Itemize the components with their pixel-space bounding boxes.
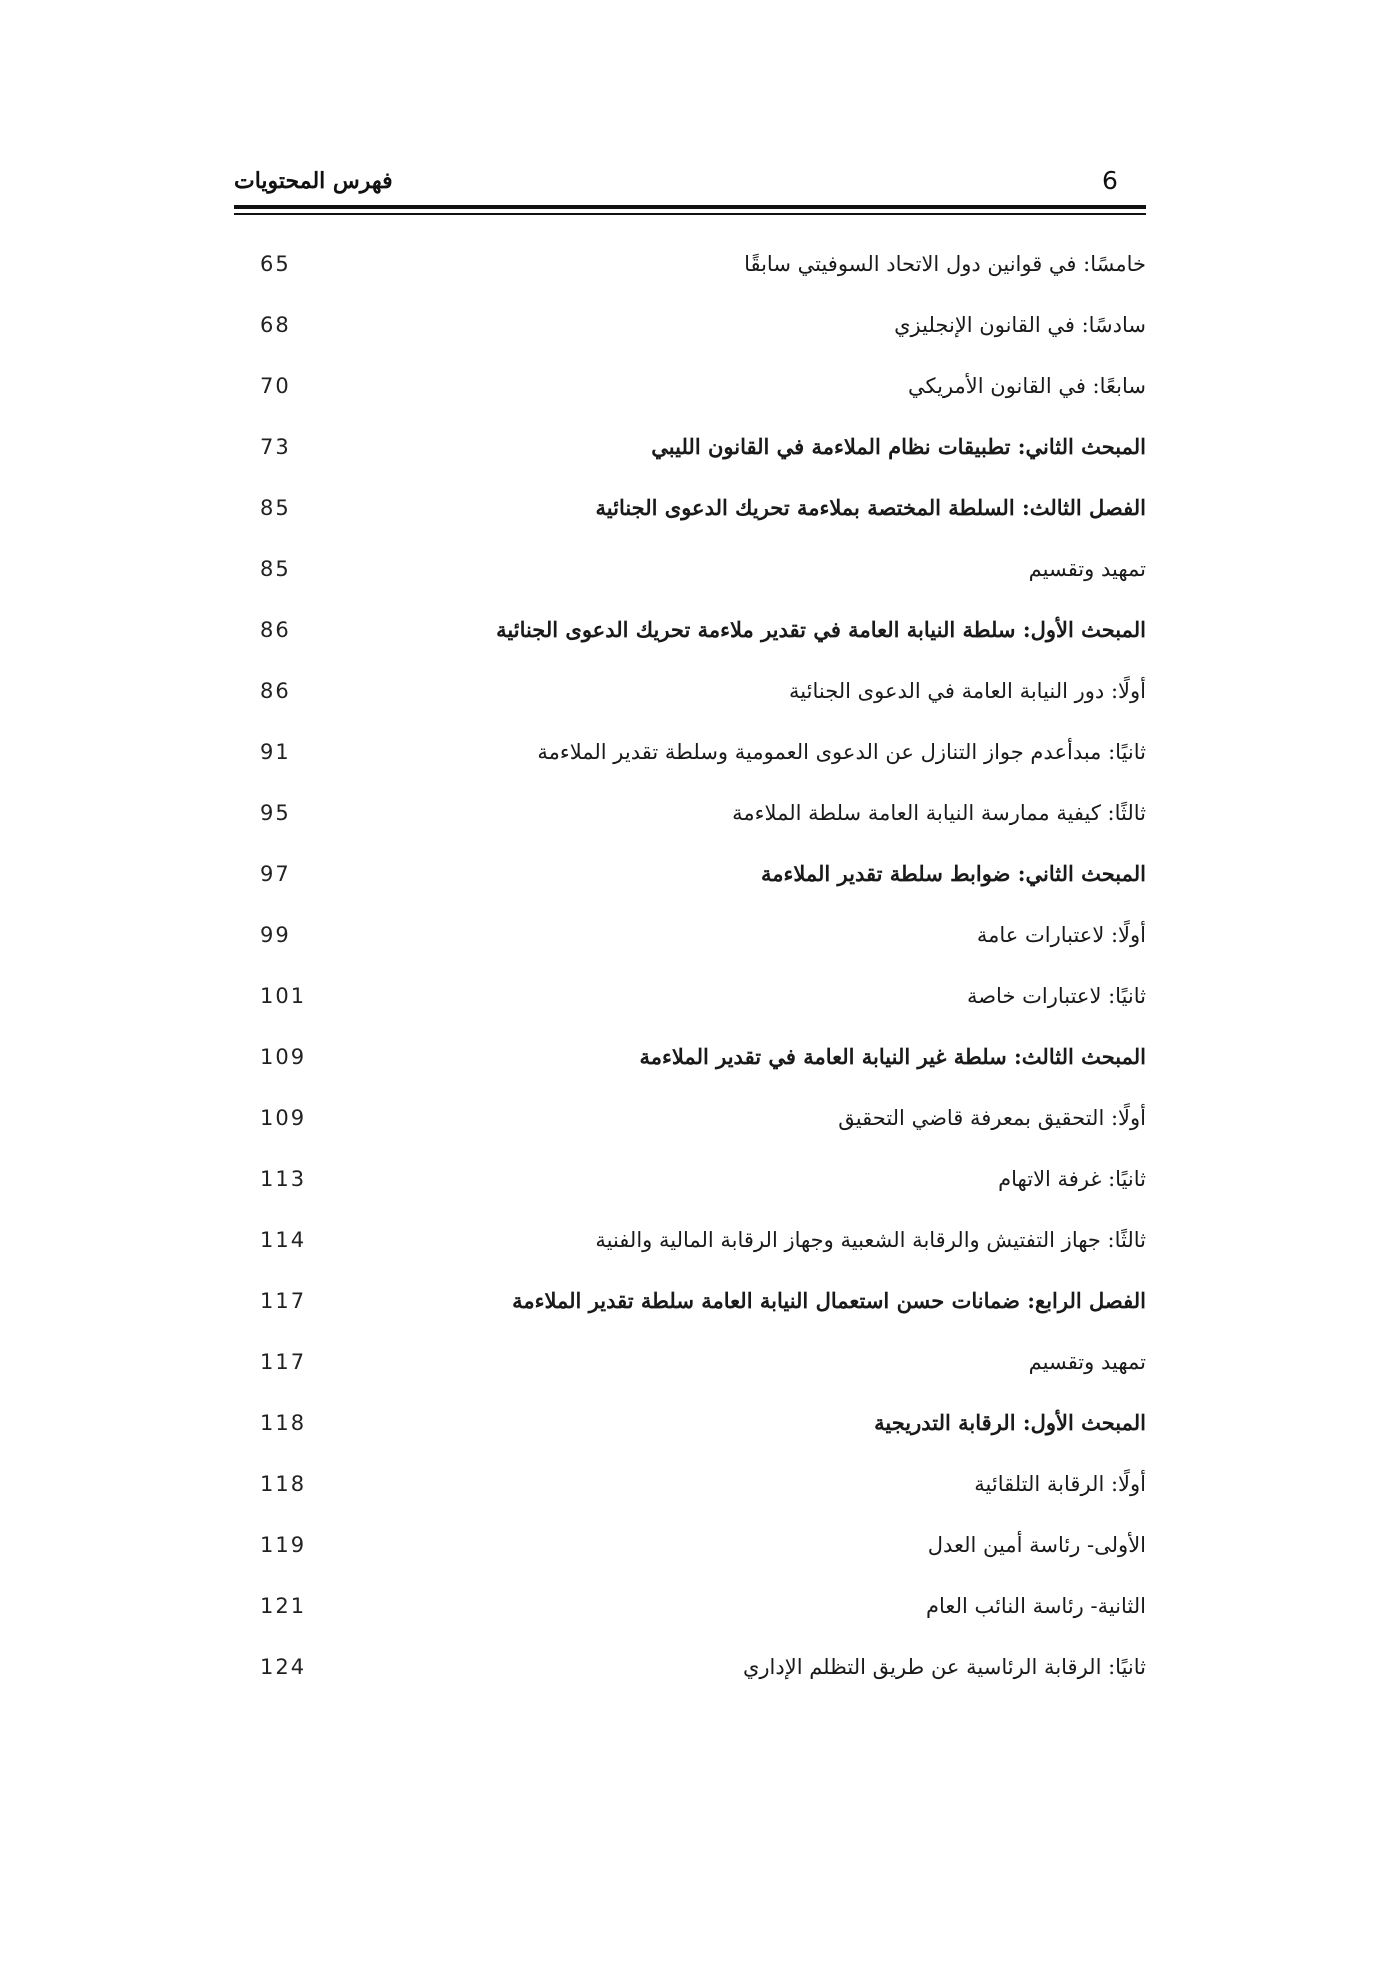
- toc-entry-title: سابعًا: في القانون الأمريكي: [908, 374, 1146, 398]
- table-of-contents: [234, 238, 1146, 1702]
- toc-entry-page: 119: [260, 1533, 307, 1557]
- toc-entry-page: 117: [260, 1350, 307, 1374]
- header-rule-thin: [234, 213, 1146, 215]
- toc-entry-title: الأولى- رئاسة أمين العدل: [927, 1533, 1146, 1557]
- toc-entry: [234, 1397, 1146, 1458]
- toc-entry-page: 124: [260, 1655, 307, 1679]
- toc-entry-page: 91: [260, 740, 291, 764]
- toc-entry: [234, 421, 1146, 482]
- toc-entry-title: الفصل الثالث: السلطة المختصة بملاءمة تحريك الدعوى الجنائية: [595, 495, 1146, 520]
- toc-entry-title: ثالثًا: كيفية ممارسة النيابة العامة سلطة الملاءمة: [732, 801, 1146, 825]
- toc-entry-title: المبحث الأول: سلطة النيابة العامة في تقدير ملاءمة تحريك الدعوى الجنائية: [496, 617, 1146, 642]
- toc-entry-page: 121: [260, 1594, 307, 1618]
- toc-entry: [234, 604, 1146, 665]
- toc-entry-page: 97: [260, 862, 291, 886]
- toc-entry-title: المبحث الأول: الرقابة التدريجية: [874, 1410, 1146, 1435]
- toc-entry-title: ثانيًا: مبدأعدم جواز التنازل عن الدعوى العمومية وسلطة تقدير الملاءمة: [537, 740, 1146, 764]
- toc-entry: [234, 482, 1146, 543]
- toc-entry-page: 68: [260, 313, 291, 337]
- toc-entry-title: الثانية- رئاسة النائب العام: [926, 1594, 1146, 1618]
- toc-entry-page: 101: [260, 984, 307, 1008]
- toc-entry-page: 114: [260, 1228, 307, 1252]
- toc-entry-page: 109: [260, 1106, 307, 1130]
- toc-entry-title: ثالثًا: جهاز التفتيش والرقابة الشعبية وجهاز الرقابة المالية والفنية: [595, 1228, 1146, 1252]
- toc-entry-title: المبحث الثاني: ضوابط سلطة تقدير الملاءمة: [760, 861, 1146, 886]
- toc-entry-page: 70: [260, 374, 291, 398]
- toc-entry-title: خامسًا: في قوانين دول الاتحاد السوفيتي سابقًا: [744, 252, 1146, 276]
- toc-entry-title: ثانيًا: لاعتبارات خاصة: [966, 984, 1146, 1008]
- toc-entry-title: أولًا: لاعتبارات عامة: [976, 923, 1146, 947]
- toc-entry: [234, 1519, 1146, 1580]
- toc-entry-page: 86: [260, 618, 291, 642]
- toc-entry-title: ثانيًا: الرقابة الرئاسية عن طريق التظلم الإداري: [742, 1655, 1146, 1679]
- toc-entry: [234, 1214, 1146, 1275]
- toc-entry: [234, 360, 1146, 421]
- toc-entry-page: 95: [260, 801, 291, 825]
- toc-entry: [234, 238, 1146, 299]
- toc-entry-title: المبحث الثاني: تطبيقات نظام الملاءمة في القانون الليبي: [651, 434, 1146, 459]
- toc-entry: [234, 1275, 1146, 1336]
- toc-entry-title: ثانيًا: غرفة الاتهام: [998, 1167, 1146, 1191]
- toc-entry: [234, 1580, 1146, 1641]
- toc-entry: [234, 1458, 1146, 1519]
- toc-entry: [234, 665, 1146, 726]
- toc-entry: [234, 970, 1146, 1031]
- toc-entry-page: 118: [260, 1472, 307, 1496]
- toc-entry-page: 65: [260, 252, 291, 276]
- toc-entry: [234, 1336, 1146, 1397]
- toc-entry-title: المبحث الثالث: سلطة غير النيابة العامة في تقدير الملاءمة: [639, 1044, 1146, 1069]
- toc-entry: [234, 299, 1146, 360]
- toc-entry-title: الفصل الرابع: ضمانات حسن استعمال النيابة العامة سلطة تقدير الملاءمة: [512, 1288, 1146, 1313]
- toc-entry-page: 118: [260, 1411, 307, 1435]
- toc-entry-page: 109: [260, 1045, 307, 1069]
- toc-entry: [234, 787, 1146, 848]
- toc-entry-page: 73: [260, 435, 291, 459]
- toc-entry-page: 117: [260, 1289, 307, 1313]
- toc-entry: [234, 1641, 1146, 1702]
- toc-entry: [234, 909, 1146, 970]
- toc-entry: [234, 848, 1146, 909]
- toc-entry-title: أولًا: دور النيابة العامة في الدعوى الجنائية: [789, 679, 1146, 703]
- toc-entry-page: 85: [260, 557, 291, 581]
- page-header: [234, 160, 1146, 200]
- toc-entry-page: 86: [260, 679, 291, 703]
- toc-entry: [234, 1092, 1146, 1153]
- running-title: فهرس المحتويات: [234, 168, 393, 194]
- toc-entry-title: تمهيد وتقسيم: [1028, 1350, 1146, 1374]
- toc-entry: [234, 1031, 1146, 1092]
- toc-entry-title: أولًا: التحقيق بمعرفة قاضي التحقيق: [838, 1106, 1146, 1130]
- page-number: 6: [1102, 166, 1118, 195]
- toc-entry: [234, 726, 1146, 787]
- toc-entry-title: سادسًا: في القانون الإنجليزي: [894, 313, 1146, 337]
- toc-entry: [234, 1153, 1146, 1214]
- toc-entry-page: 85: [260, 496, 291, 520]
- toc-entry-page: 99: [260, 923, 291, 947]
- toc-entry-page: 113: [260, 1167, 307, 1191]
- toc-entry-title: أولًا: الرقابة التلقائية: [974, 1472, 1146, 1496]
- toc-entry: [234, 543, 1146, 604]
- header-rule-thick: [234, 205, 1146, 209]
- toc-entry-title: تمهيد وتقسيم: [1028, 557, 1146, 581]
